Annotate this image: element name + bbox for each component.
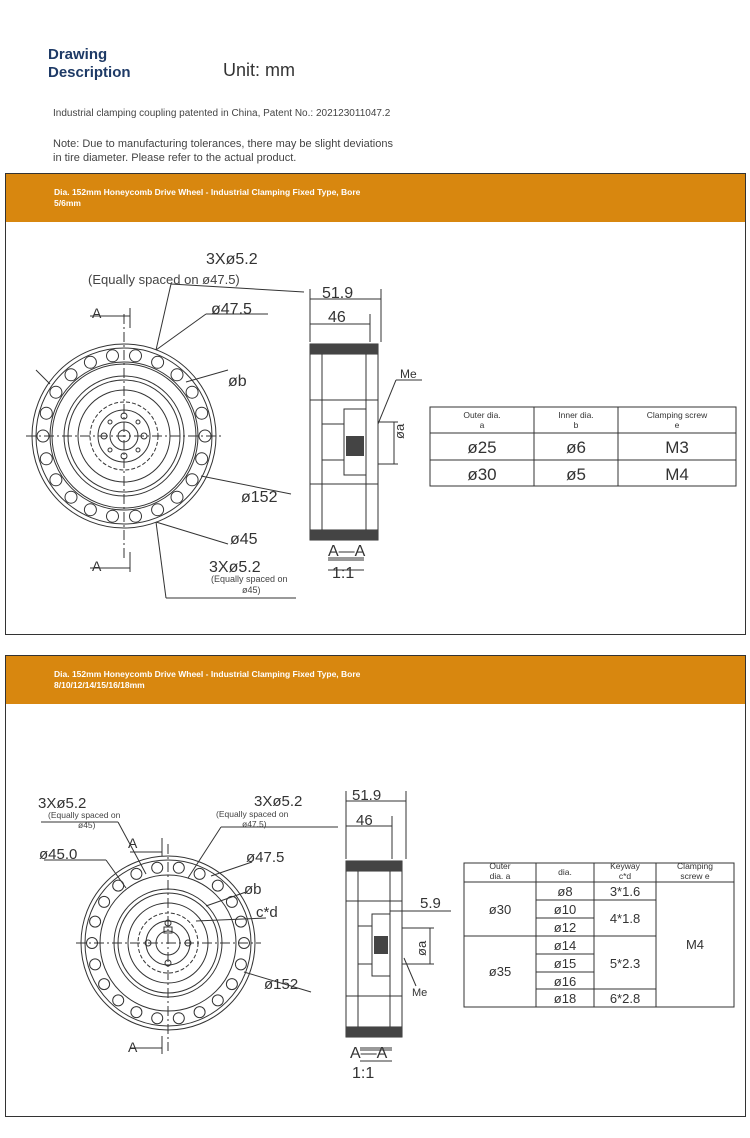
tolerance-note: Note: Due to manufacturing tolerances, there may be slight deviations in tire diameter. Please refer to the actual product. xyxy=(53,138,393,164)
t1-h1-l1: Outer dia. xyxy=(463,410,501,420)
p2-section-name: A—A xyxy=(350,1045,388,1062)
honeycomb-hole xyxy=(50,474,62,486)
honeycomb-hole xyxy=(171,369,183,381)
honeycomb-hole xyxy=(196,453,208,465)
honeycomb-hole xyxy=(130,510,142,522)
honeycomb-hole xyxy=(186,474,198,486)
p2-section-a-bottom: A xyxy=(128,1039,138,1055)
t1-h2-l2: b xyxy=(573,420,579,430)
p2-d47-5: ø47.5 xyxy=(246,849,285,866)
holes-bottom-label: 3Xø5.2 xyxy=(209,559,261,576)
t2-dia-14: ø14 xyxy=(553,938,577,953)
p2-db: øb xyxy=(244,881,262,898)
honeycomb-hole xyxy=(84,504,96,516)
honeycomb-hole xyxy=(84,356,96,368)
t2-h2-l1: dia. xyxy=(558,867,572,877)
d47-5-label: ø47.5 xyxy=(211,301,252,318)
p2-me: Me xyxy=(412,987,428,999)
t1-r1-c3: M3 xyxy=(665,438,689,457)
honeycomb-hole xyxy=(107,510,119,522)
drawing-panel-1 xyxy=(5,173,746,635)
honeycomb-hole xyxy=(40,453,52,465)
t2-key-2: 4*1.8 xyxy=(609,911,641,926)
holes-top-label: 3Xø5.2 xyxy=(206,251,258,268)
t1-r1-c1: ø25 xyxy=(467,438,497,457)
honeycomb-hole xyxy=(212,880,223,891)
drawing-panel-2 xyxy=(5,655,746,1117)
honeycomb-hole xyxy=(130,350,142,362)
p2-width-46: 46 xyxy=(356,812,373,829)
panel-1-drawing xyxy=(6,174,745,634)
da-label: øa xyxy=(392,423,407,439)
honeycomb-hole xyxy=(152,356,164,368)
honeycomb-hole xyxy=(152,1013,163,1024)
t2-key-1: 3*1.6 xyxy=(609,884,641,899)
honeycomb-hole xyxy=(194,868,205,879)
t2-h4-l2: screw e xyxy=(680,871,710,881)
width-46: 46 xyxy=(328,309,346,326)
honeycomb-hole xyxy=(99,896,110,907)
p2-width-5-9: 5.9 xyxy=(420,895,441,912)
t2-h3-l1: Keyway xyxy=(610,861,640,871)
honeycomb-hole xyxy=(235,916,246,927)
t2-h1-l2: dia. a xyxy=(489,871,511,881)
t1-r1-c2: ø6 xyxy=(566,438,586,457)
t2-dia-8: ø8 xyxy=(557,884,573,899)
d45-label: ø45 xyxy=(230,531,258,548)
t2-outer-30: ø30 xyxy=(488,902,512,917)
honeycomb-hole xyxy=(131,868,142,879)
p2-section-scale: 1:1 xyxy=(352,1065,375,1082)
t2-dia-10: ø10 xyxy=(553,902,577,917)
honeycomb-hole xyxy=(90,916,101,927)
p2-holes-left-note-1: (Equally spaced on xyxy=(48,810,121,820)
honeycomb-hole xyxy=(196,407,208,419)
t2-dia-12: ø12 xyxy=(553,920,577,935)
t1-h3-l2: e xyxy=(674,420,680,430)
t2-dia-16: ø16 xyxy=(553,974,577,989)
honeycomb-hole xyxy=(235,959,246,970)
t2-dia-15: ø15 xyxy=(553,956,577,971)
t2-h3-l2: c*d xyxy=(618,871,632,881)
p2-width-51-9: 51.9 xyxy=(352,787,382,804)
t1-r2-c1: ø30 xyxy=(467,465,497,484)
honeycomb-hole xyxy=(226,979,237,990)
honeycomb-hole xyxy=(173,1013,184,1024)
p2-section-a-top: A xyxy=(128,835,138,851)
p2-d45-0: ø45.0 xyxy=(39,846,78,863)
t2-outer-35: ø35 xyxy=(488,964,512,979)
honeycomb-hole xyxy=(171,491,183,503)
honeycomb-hole xyxy=(113,995,124,1006)
t2-key-4: 6*2.8 xyxy=(609,991,641,1006)
honeycomb-hole xyxy=(65,369,77,381)
honeycomb-hole xyxy=(131,1007,142,1018)
p2-cd: c*d xyxy=(256,904,278,921)
t1-h2-l1: Inner dia. xyxy=(558,410,594,420)
honeycomb-hole xyxy=(152,504,164,516)
t1-h1-l2: a xyxy=(479,420,485,430)
db-label: øb xyxy=(228,373,247,390)
width-51-9: 51.9 xyxy=(322,285,354,302)
t1-h3-l1: Clamping screw xyxy=(646,410,708,420)
honeycomb-hole xyxy=(65,491,77,503)
p2-holes-right: 3Xø5.2 xyxy=(254,793,303,810)
t2-dia-18: ø18 xyxy=(553,991,577,1006)
p2-da: øa xyxy=(414,940,429,956)
p2-holes-left: 3Xø5.2 xyxy=(38,795,87,812)
honeycomb-hole xyxy=(194,1007,205,1018)
holes-bottom-note-1: (Equally spaced on xyxy=(211,574,288,584)
honeycomb-hole xyxy=(152,862,163,873)
t1-r2-c3: M4 xyxy=(665,465,689,484)
honeycomb-hole xyxy=(173,862,184,873)
holes-bottom-note-2: ø45) xyxy=(242,585,261,595)
honeycomb-hole xyxy=(90,959,101,970)
t1-r2-c2: ø5 xyxy=(566,465,586,484)
honeycomb-hole xyxy=(50,386,62,398)
d152-label: ø152 xyxy=(241,489,278,506)
patent-text: Industrial clamping coupling patented in China, Patent No.: 202123011047.2 xyxy=(53,108,391,119)
honeycomb-hole xyxy=(107,350,119,362)
section-a-top: A xyxy=(92,305,102,321)
t2-h1-l1: Outer xyxy=(489,861,511,871)
p2-d152: ø152 xyxy=(264,976,299,993)
section-a-bottom: A xyxy=(92,558,102,574)
p2-holes-right-note-2: ø47.5) xyxy=(242,819,267,829)
section-scale: 1:1 xyxy=(332,565,355,582)
section-name: A—A xyxy=(328,543,366,560)
t2-key-3: 5*2.3 xyxy=(609,956,641,971)
unit-label: Unit: mm xyxy=(223,60,295,80)
p2-holes-left-note-2: ø45) xyxy=(78,820,96,830)
honeycomb-hole xyxy=(40,407,52,419)
panel-2-drawing xyxy=(6,656,745,1116)
t2-screw: M4 xyxy=(685,937,705,952)
p2-holes-right-note-1: (Equally spaced on xyxy=(216,809,289,819)
t2-h4-l1: Clamping xyxy=(677,861,713,871)
honeycomb-hole xyxy=(99,979,110,990)
panel-1-banner-title: Dia. 152mm Honeycomb Drive Wheel - Industrial Clamping Fixed Type, Bore 5/6mm xyxy=(54,187,361,208)
honeycomb-hole xyxy=(212,995,223,1006)
panel-2-banner-title: Dia. 152mm Honeycomb Drive Wheel - Industrial Clamping Fixed Type, Bore 8/10/12/14/15/16/18mm xyxy=(54,669,361,690)
me-label: Me xyxy=(400,367,417,381)
page-title: Drawing Description xyxy=(48,46,131,81)
honeycomb-hole xyxy=(186,386,198,398)
holes-top-note: (Equally spaced on ø47.5) xyxy=(88,272,240,287)
